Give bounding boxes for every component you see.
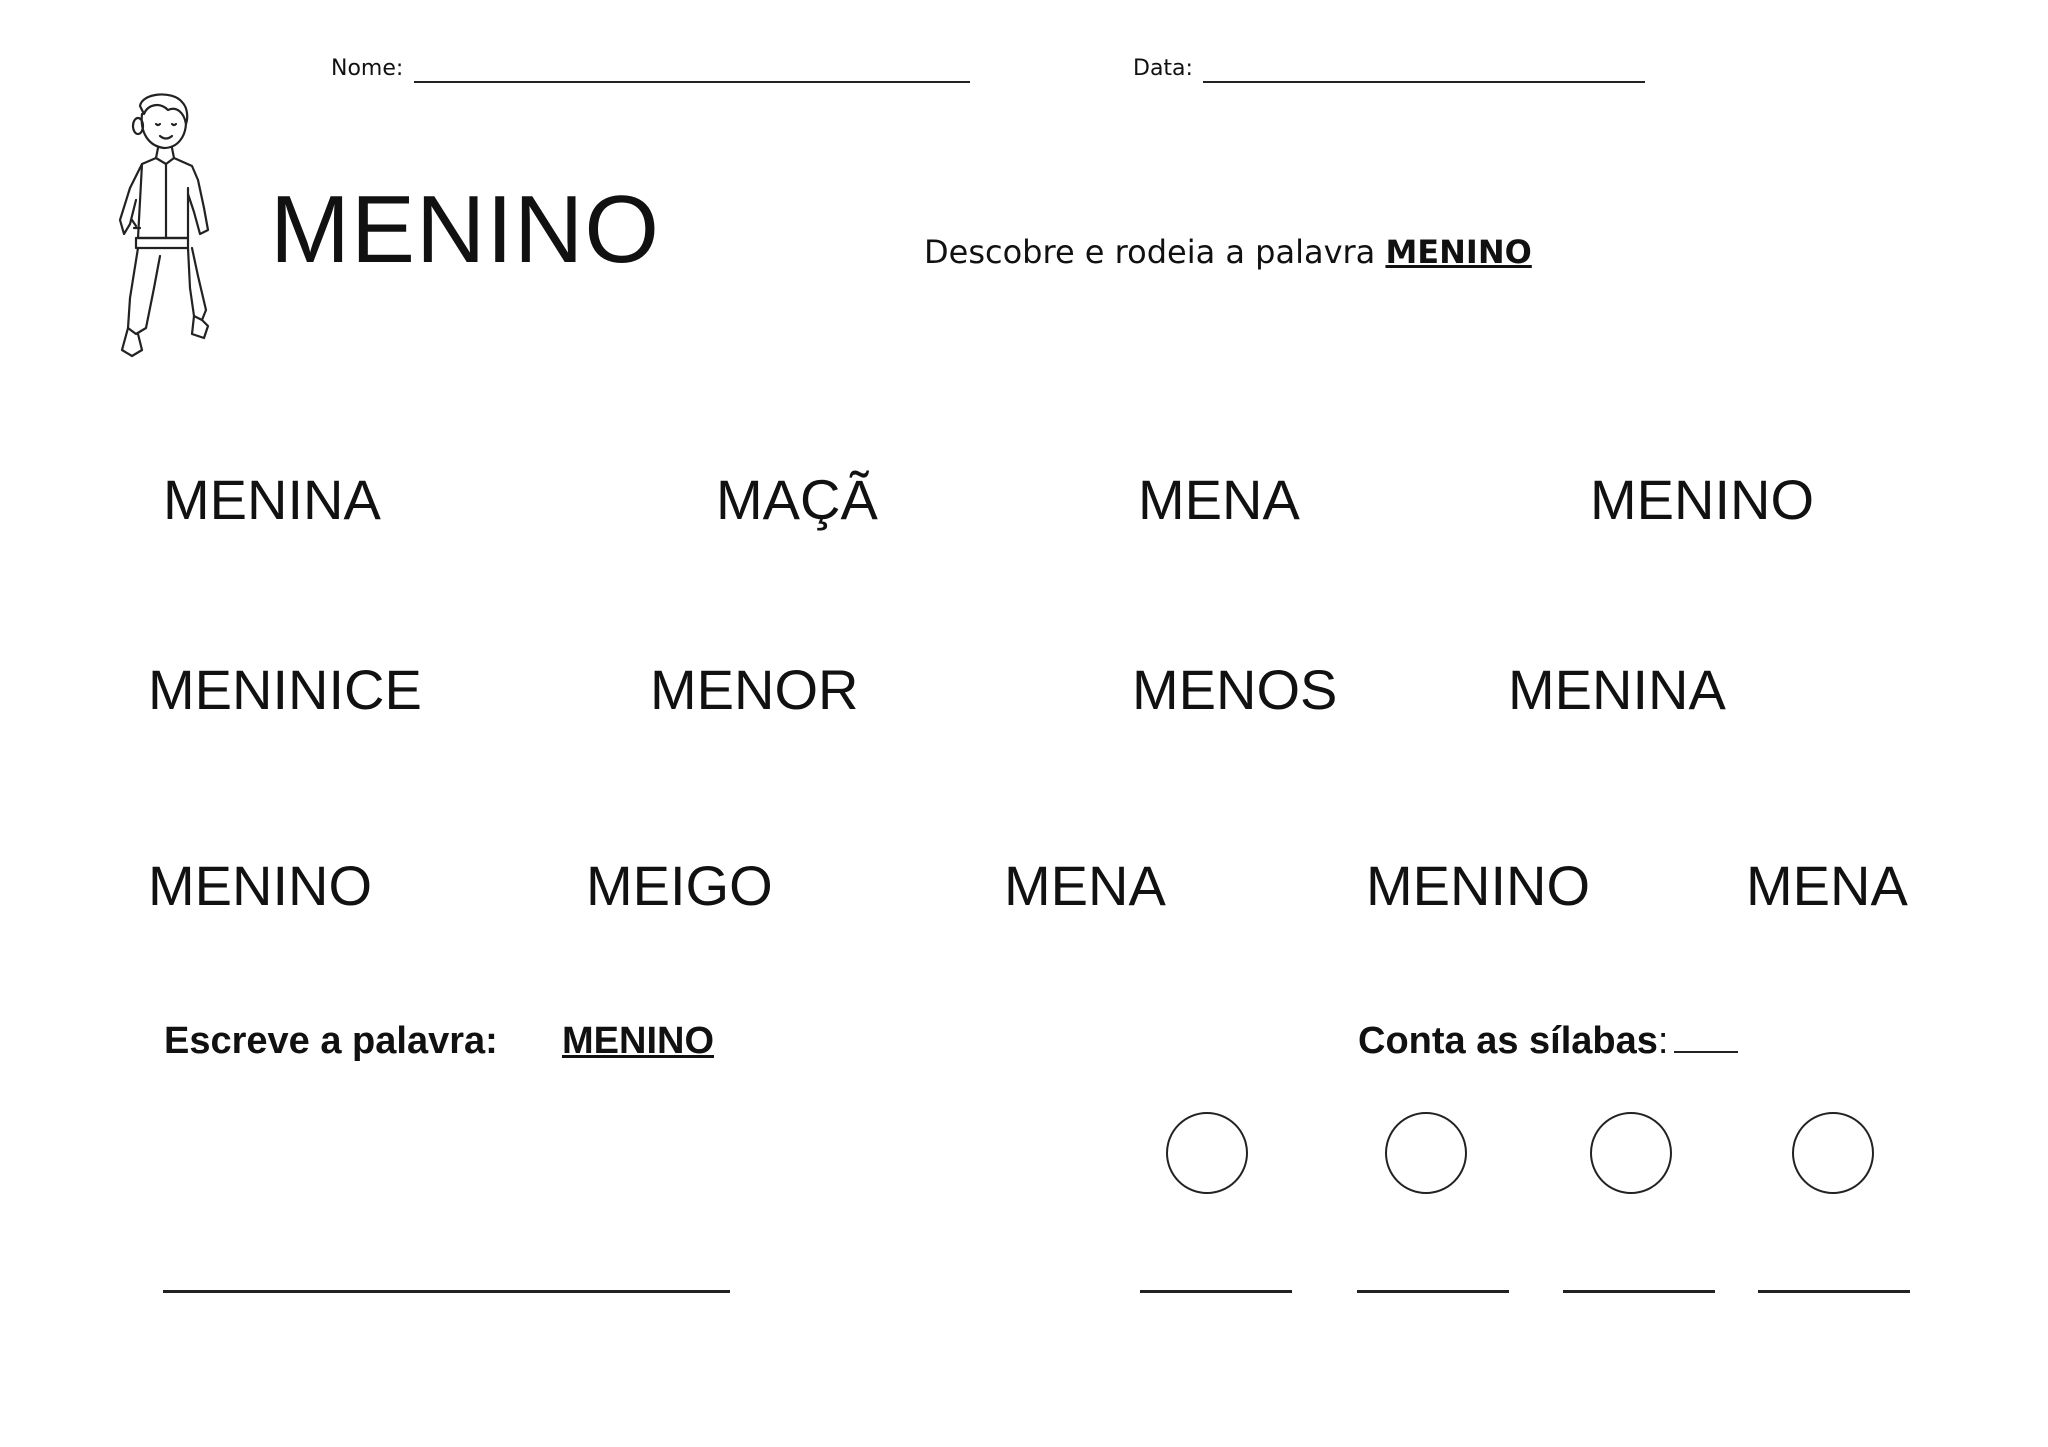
instruction	[924, 233, 1532, 271]
syllable-circle[interactable]	[1792, 1112, 1874, 1194]
word-item[interactable]: MEIGO	[586, 854, 773, 917]
word-item[interactable]: MENA	[1138, 468, 1300, 531]
name-field[interactable]	[414, 81, 970, 83]
syllable-colon: :	[1657, 1020, 1669, 1062]
syllable-line[interactable]	[1563, 1290, 1715, 1293]
write-answer-line[interactable]	[163, 1290, 730, 1293]
page-title: MENINO	[270, 176, 660, 283]
word-item[interactable]: MENINO	[1366, 854, 1590, 917]
word-item[interactable]: MENA	[1746, 854, 1908, 917]
word-item[interactable]: MENINA	[163, 468, 381, 531]
syllable-circle[interactable]	[1166, 1112, 1248, 1194]
write-word: MENINO	[562, 1020, 714, 1062]
word-item[interactable]: MENA	[1004, 854, 1166, 917]
word-item[interactable]: MENINA	[1508, 658, 1726, 721]
syllable-count-field[interactable]	[1674, 1021, 1738, 1053]
write-label: Escreve a palavra:	[164, 1020, 498, 1062]
syllable-line[interactable]	[1357, 1290, 1509, 1293]
word-item[interactable]: MENINO	[1590, 468, 1814, 531]
syllable-circle[interactable]	[1385, 1112, 1467, 1194]
syllable-label: Conta as sílabas	[1358, 1020, 1658, 1062]
word-item[interactable]: MENOR	[650, 658, 859, 721]
syllable-line[interactable]	[1758, 1290, 1910, 1293]
date-field[interactable]	[1203, 81, 1645, 83]
syllable-count	[1358, 1020, 1738, 1063]
word-item[interactable]: MENINO	[148, 854, 372, 917]
word-item[interactable]: MENOS	[1132, 658, 1338, 721]
word-item[interactable]: MENINICE	[148, 658, 422, 721]
date-label: Data:	[1133, 56, 1193, 81]
instruction-text: Descobre e rodeia a palavra	[924, 233, 1376, 271]
instruction-keyword: MENINO	[1385, 233, 1532, 271]
syllable-circle[interactable]	[1590, 1112, 1672, 1194]
word-item[interactable]: MAÇÃ	[716, 468, 878, 531]
name-label: Nome:	[331, 56, 404, 81]
boy-drawing-icon	[102, 88, 222, 360]
syllable-line[interactable]	[1140, 1290, 1292, 1293]
